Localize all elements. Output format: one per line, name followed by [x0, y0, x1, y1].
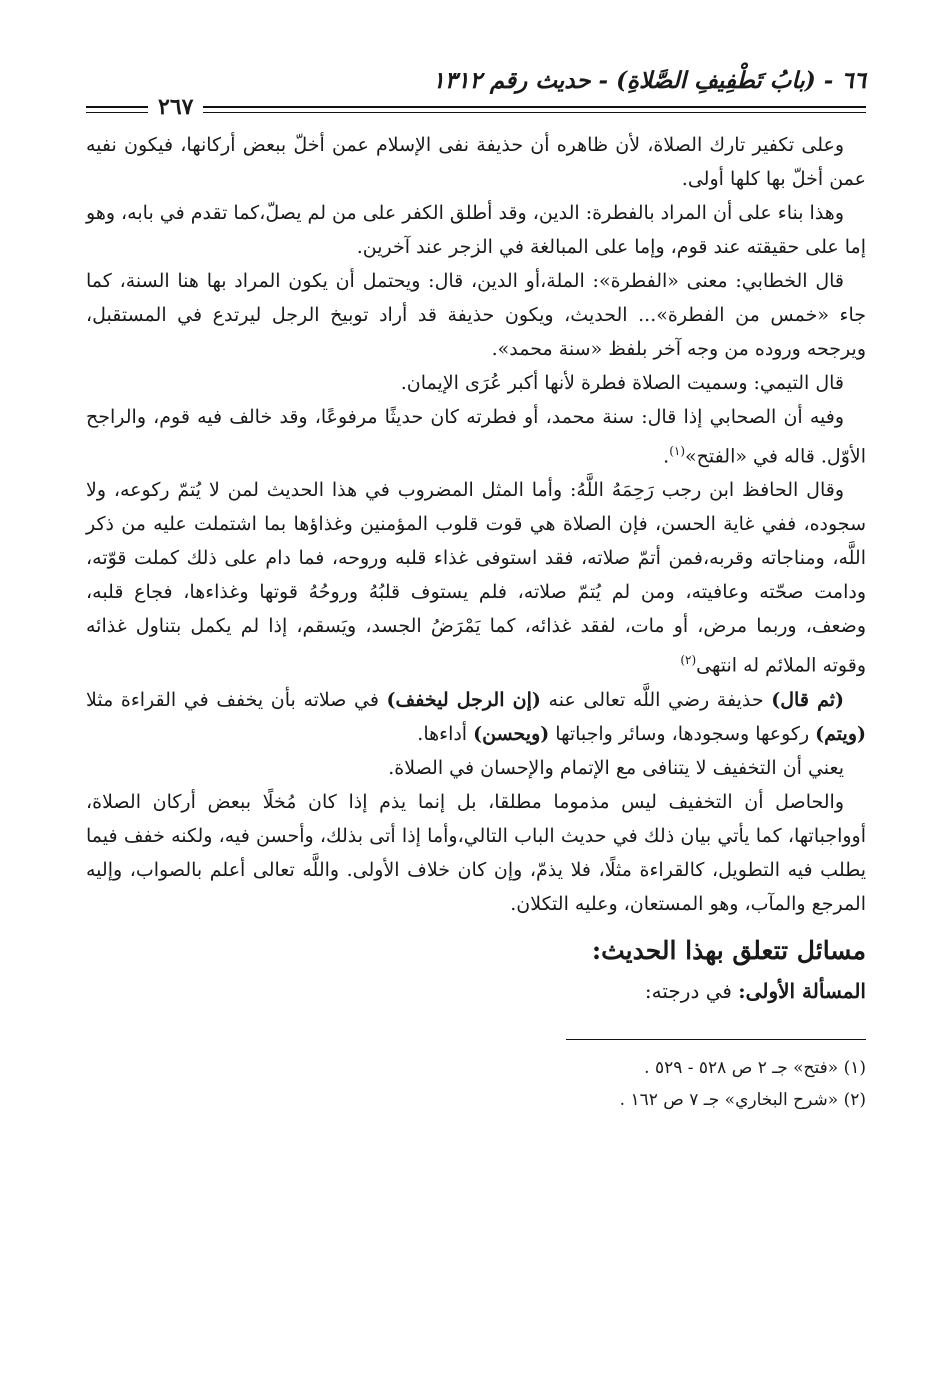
header-rule — [86, 94, 866, 126]
footnote: (١) «فتح» جـ ٢ ص ٥٢٨ - ٥٢٩ . — [644, 1057, 866, 1078]
paragraph: والحاصل أن التخفيف ليس مذموما مطلقا، بل إنما يذم إذا كان مُخلًا ببعض أركان الصلاة، أوواجباتها، كما يأتي بيان ذلك في حديث الباب التالي،وأما إذا أتى بذلك، وأحسن فيه، ولكنه خفف فيما يطلب فيه التطويل، كالقراءة مثلًا، فلا يذمّ، وإن كان خلاف الأولى. واللَّه تعالى أعلم بالصواب، وإليه المرجع والمآب، وهو المستعان، وعليه التكلان. — [86, 790, 866, 915]
paragraph: يعني أن التخفيف لا يتنافى مع الإتمام والإحسان في الصلاة. — [388, 756, 844, 779]
hadith-phrase: (ويتم) — [815, 722, 866, 745]
paragraph: وعلى تكفير تارك الصلاة، لأن ظاهره أن حذيفة نفى الإسلام عمن أخلّ ببعض أركانها، فيكون نفيه عمن أخلّ بها كلها أولى. — [86, 134, 866, 190]
main-text — [86, 128, 866, 921]
footnote-ref[interactable]: (٢) — [680, 653, 697, 668]
footnote-separator — [566, 1039, 866, 1040]
paragraph-text: وفيه أن الصحابي إذا قال: سنة محمد، أو فطرته كان حديثًا مرفوعًا، وقد خالف فيه قوم، والراجح الأوّل. قاله في «الفتح» — [86, 406, 866, 468]
paragraph-text: ركوعها وسجودها، وسائر واجباتها — [549, 722, 816, 745]
chapter-title: ٦٦ - (بابُ تَطْفِيفِ الصَّلاةِ) - حديث رقم ١٣١٢ — [432, 67, 866, 95]
paragraph: قال التيمي: وسميت الصلاة فطرة لأنها أكبر عُرَى الإيمان. — [400, 372, 844, 394]
book-page — [86, 62, 866, 1116]
hadith-phrase: (ثم قال) — [771, 688, 845, 711]
sub-heading-text: في درجته: — [644, 978, 739, 1003]
hadith-phrase: (ويحسن) — [473, 722, 550, 745]
footnote-ref[interactable]: (١) — [669, 444, 686, 458]
paragraph: وهذا بناء على أن المراد بالفطرة: الدين، وقد أطلق الكفر على من لم يصلّ،كما تقدم في بابه، وهو إما على حقيقته عند قوم، وإما على المبالغة في الزجر عند آخرين. — [86, 202, 866, 258]
sub-heading — [86, 973, 866, 1009]
footnotes — [86, 1052, 866, 1116]
footnote: (٢) «شرح البخاري» جـ ٧ ص ١٦٢ . — [619, 1089, 866, 1110]
paragraph — [86, 400, 866, 473]
paragraph-text: أداءها. — [417, 722, 474, 745]
sub-heading-lead: المسألة الأولى: — [738, 978, 866, 1003]
page-number: ٢٦٧ — [148, 94, 203, 120]
paragraph — [86, 473, 866, 682]
paragraph-end: . — [663, 445, 670, 468]
running-header — [86, 62, 866, 96]
paragraph — [86, 683, 866, 751]
paragraph-text: وقال الحافظ ابن رجب رَحِمَهُ اللَّهُ: وأما المثل المضروب في هذا الحديث لمن لا يُتمّ ركوعه، ولا سجوده، ففي غاية الحسن، فإن الصلاة هي قوت قلوب المؤمنين وغذاؤها بما اشتملت عليه من ذكر اللَّه، ومناجاته وقربه،فمن أتمّ صلاته، فقد استوفى غذاء قلبه وروحه، فما دام على ذلك كملت قوّته، ودامت صحّته وعافيته، ومن لم يُتمّ صلاته، فلم يستوف قلبُهُ وروحُهُ قوتها وغذاءها، فجاع قلبه، وضعف، وربما مرض، أو مات، لفقد غذائه، كما يَمْرَضُ الجسد، ويَسقم، إذا لم يكمل بتناول غذائه وقوته الملائم له انتهى — [86, 479, 866, 677]
paragraph: قال الخطابي: معنى «الفطرة»: الملة،أو الدين، قال: ويحتمل أن يكون المراد بها هنا السنة، كما جاء «خمس من الفطرة»... الحديث، ويكون حذيفة قد أراد توبيخ الرجل ليرتدع في المستقبل، ويرجحه وروده من وجه آخر بلفظ «سنة محمد». — [86, 270, 866, 360]
paragraph-text: حذيفة رضي اللَّه تعالى عنه — [540, 688, 772, 711]
hadith-phrase: (إن الرجل ليخفف) — [386, 688, 541, 711]
paragraph-text: في صلاته بأن يخفف في القراءة مثلا — [86, 688, 387, 711]
section-heading: مسائل تتعلق بهذا الحديث: — [591, 935, 866, 965]
